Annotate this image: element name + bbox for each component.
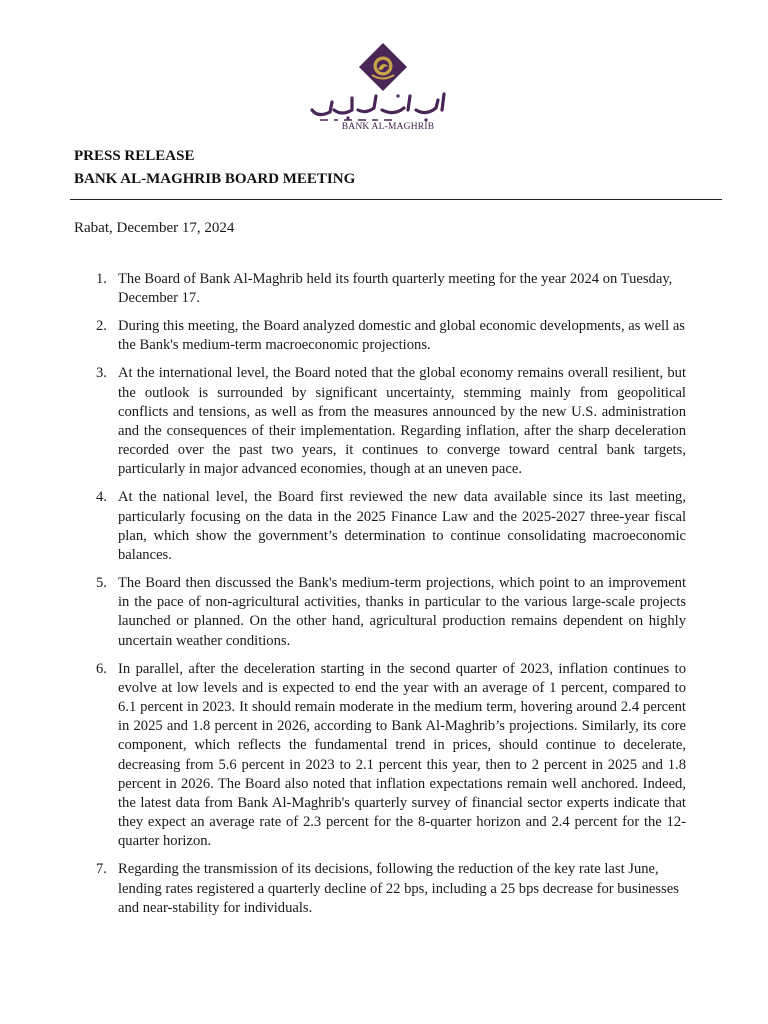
list-item <box>92 660 686 852</box>
press-release-label: PRESS RELEASE <box>74 148 195 164</box>
list-item <box>92 317 686 355</box>
dateline: Rabat, December 17, 2024 <box>74 220 235 236</box>
item-number: 2. <box>96 318 107 335</box>
item-number: 7. <box>96 861 107 878</box>
list-item <box>92 488 686 565</box>
press-release-points <box>92 270 686 927</box>
item-number: 3. <box>96 365 107 382</box>
item-text: At the national level, the Board first reviewed the new data available since its last meeting, particularly focusing on the data in the 2025 Finance Law and the 2025-2027 three-year fiscal plan, which show the government’s determination to continue consolidating macroeconomic balances. <box>118 489 686 564</box>
item-number: 6. <box>96 660 107 677</box>
list-item <box>92 860 686 918</box>
item-text: Regarding the transmission of its decisions, following the reduction of the key rate last June, lending rates registered a quarterly decline of 22 bps, including a 25 bps decrease for businesses and near-stability for individuals. <box>118 861 679 916</box>
item-text: At the international level, the Board noted that the global economy remains overall resilient, but the outlook is surrounded by significant uncertainty, stemming mainly from geopolitical conflicts and tensions, as well as from the measures announced by the new U.S. administration and the consequences of their implementation. Regarding inflation, after the sharp deceleration recorded over the past two years, it continues to converge toward central bank targets, particularly in major advanced economies, though at an uneven pace. <box>118 365 686 478</box>
item-text: The Board then discussed the Bank's medium-term projections, which point to an improvement in the pace of non-agricultural activities, thanks in particular to the various large-scale projects launched or planned. On the other hand, agricultural production remains dependent on highly uncertain weather conditions. <box>118 575 686 649</box>
item-number: 5. <box>96 575 107 592</box>
list-item <box>92 574 686 651</box>
list-item <box>92 364 686 479</box>
header-divider <box>70 199 722 200</box>
item-number: 1. <box>96 271 107 287</box>
item-text: During this meeting, the Board analyzed domestic and global economic developments, as well as the Bank's medium-term macroeconomic projections. <box>118 318 685 354</box>
header-titles <box>74 145 355 191</box>
bank-logo <box>300 40 470 136</box>
bank-emblem-icon <box>358 42 408 92</box>
list-item <box>92 270 686 308</box>
item-text: The Board of Bank Al-Maghrib held its fourth quarterly meeting for the year 2024 on Tuesday, December 17. <box>118 271 673 307</box>
item-text: In parallel, after the deceleration starting in the second quarter of 2023, inflation continues to evolve at low levels and is expected to end the year with an average of 1 percent, compared to 6.1 percent in 2023. It should remain moderate in the medium term, hovering around 2.4 percent in 2025 and 1.8 percent in 2026, according to Bank Al-Maghrib’s projections. Similarly, its core component, which reflects the fundamental trend in prices, should continue to decelerate, decreasing from 5.6 percent in 2023 to 2.1 percent this year, then to 2 percent in 2025 and 1.8 percent in 2026. The Board also noted that inflation expectations remain well anchored. Indeed, the latest data from Bank Al-Maghrib's quarterly survey of financial sector experts indicate that they expect an average rate of 2.3 percent for the 8-quarter horizon and 2.4 percent for the 12-quarter horizon. <box>118 660 686 850</box>
document-title: BANK AL-MAGHRIB BOARD MEETING <box>74 171 356 187</box>
item-number: 4. <box>96 489 107 506</box>
bank-name-caption: BANK AL-MAGHRIB <box>341 122 435 132</box>
arabic-wordmark <box>308 88 448 124</box>
